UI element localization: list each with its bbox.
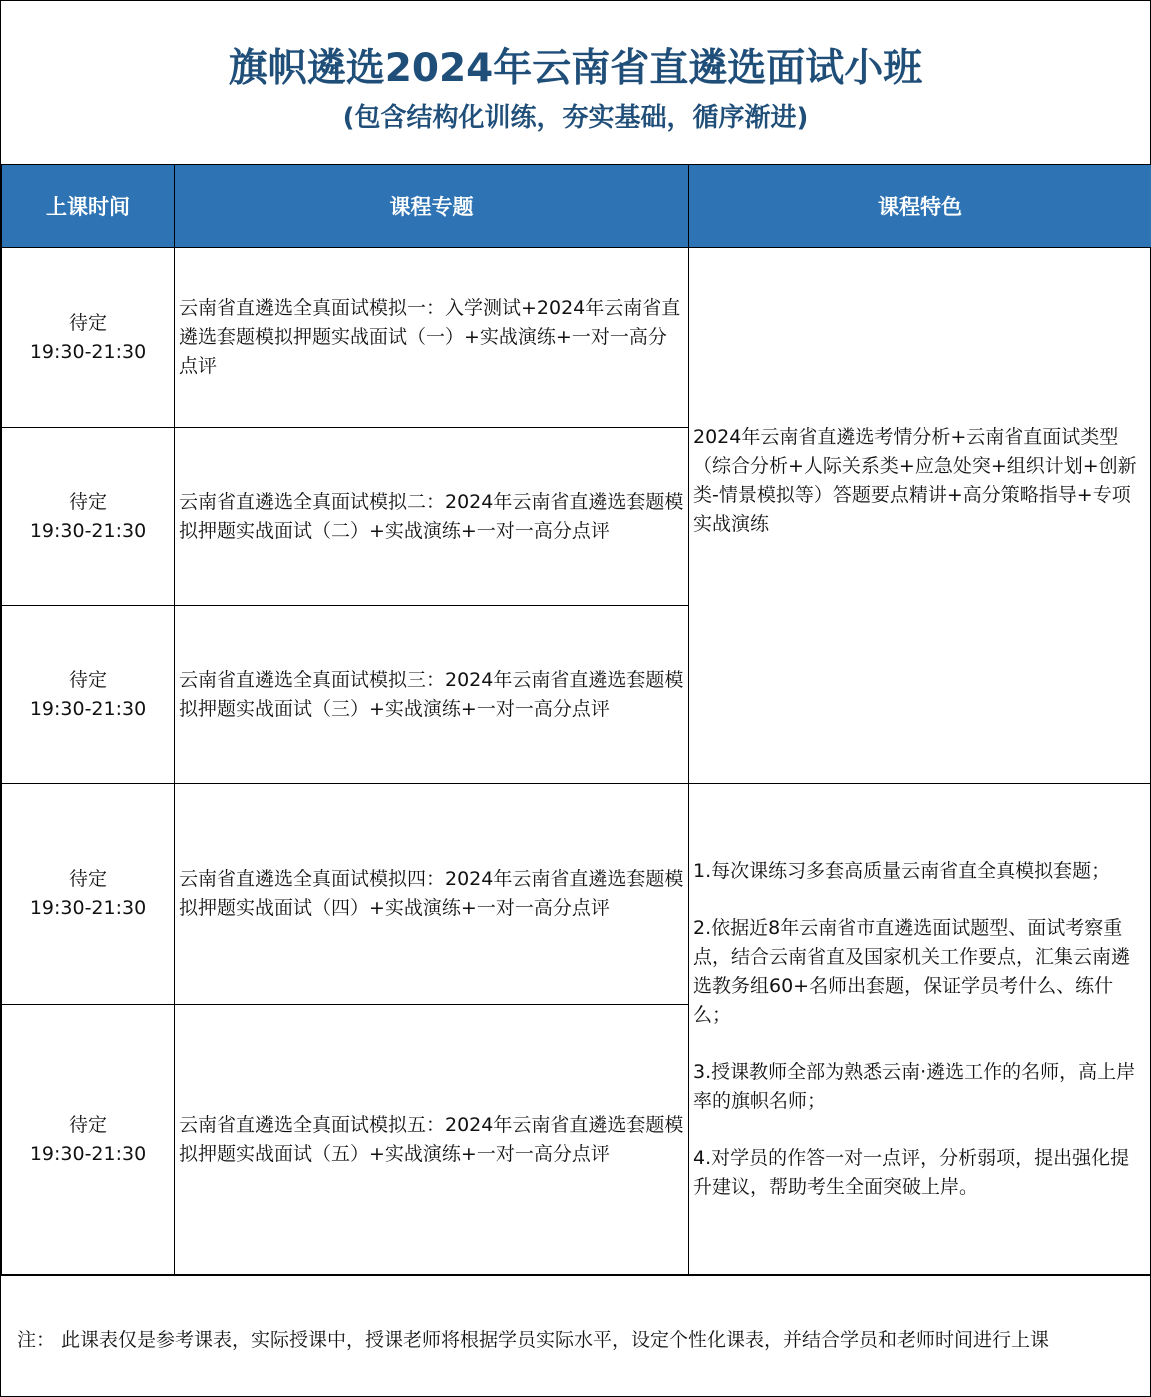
time-range: 19:30-21:30 xyxy=(29,897,147,919)
topic-cell: 云南省直遴选全真面试模拟二：2024年云南省直遴选套题模拟押题实战面试（二）+实战演练+一对一高分点评 xyxy=(175,428,689,606)
time-label: 待定 xyxy=(68,490,107,513)
feature-item: 2.依据近8年云南省市直遴选面试题型、面试考察重点，结合云南省直及国家机关工作要点，汇集云南遴选教务组60+名师出套题，保证学员考什么、练什么； xyxy=(693,916,1131,1026)
topic-cell: 云南省直遴选全真面试模拟三：2024年云南省直遴选套题模拟押题实战面试（三）+实战演练+一对一高分点评 xyxy=(175,606,689,784)
topic-cell: 云南省直遴选全真面试模拟四：2024年云南省直遴选套题模拟押题实战面试（四）+实战演练+一对一高分点评 xyxy=(175,784,689,1005)
time-range: 19:30-21:30 xyxy=(29,1142,147,1165)
time-range: 19:30-21:30 xyxy=(29,697,147,720)
schedule-table xyxy=(1,164,1151,1275)
feature-cell-highlights xyxy=(689,784,1151,1275)
table-row xyxy=(2,784,1151,1005)
time-cell xyxy=(2,428,175,606)
feature-item: 1.每次课练习多套高质量云南省直全真模拟套题； xyxy=(693,859,1111,882)
page-title: 旗帜遴选2024年云南省直遴选面试小班 xyxy=(228,46,923,91)
table-row xyxy=(2,248,1151,428)
feature-item: 3.授课教师全部为熟悉云南·遴选工作的名师，高上岸率的旗帜名师； xyxy=(693,1060,1136,1112)
topic-cell: 云南省直遴选全真面试模拟五：2024年云南省直遴选套题模拟押题实战面试（五）+实战演练+一对一高分点评 xyxy=(175,1005,689,1275)
time-cell xyxy=(2,606,175,784)
table-header-row xyxy=(2,165,1151,248)
page-subtitle: (包含结构化训练，夯实基础，循序渐进) xyxy=(342,103,809,133)
note-text: 注： 此课表仅是参考课表，实际授课中，授课老师将根据学员实际水平，设定个性化课表，并结合学员和老师时间进行上课 xyxy=(17,1329,1050,1351)
time-range: 19:30-21:30 xyxy=(29,519,147,542)
time-range: 19:30-21:30 xyxy=(29,340,147,363)
header-feature: 课程特色 xyxy=(689,165,1151,248)
note-row xyxy=(1,1275,1151,1397)
header-time: 上课时间 xyxy=(2,165,175,248)
header-topic: 课程专题 xyxy=(175,165,689,248)
time-cell xyxy=(2,248,175,428)
title-block xyxy=(1,1,1150,164)
feature-item: 4.对学员的作答一对一点评，分析弱项，提出强化提升建议，帮助考生全面突破上岸。 xyxy=(693,1146,1130,1198)
time-label: 待定 xyxy=(68,868,107,890)
time-label: 待定 xyxy=(68,668,107,691)
time-label: 待定 xyxy=(68,311,107,334)
feature-cell-general: 2024年云南省直遴选考情分析+云南省直面试类型（综合分析+人际关系类+应急处突+组织计划+创新类-情景模拟等）答题要点精讲+高分策略指导+专项实战演练 xyxy=(689,248,1151,784)
time-cell xyxy=(2,1005,175,1275)
time-cell xyxy=(2,784,175,1005)
topic-cell: 云南省直遴选全真面试模拟一：入学测试+2024年云南省直遴选套题模拟押题实战面试（一）+实战演练+一对一高分点评 xyxy=(175,248,689,428)
time-label: 待定 xyxy=(68,1113,107,1136)
